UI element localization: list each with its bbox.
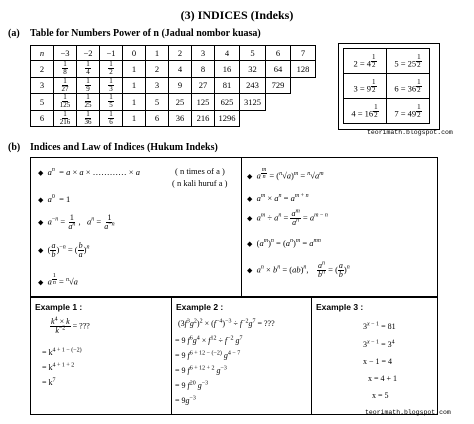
- header-cell: 7: [291, 46, 316, 61]
- law-product: ◆ $a^m \times a^n = a^{m + n}$: [247, 193, 309, 203]
- law-definition-note: ( n times of a ): [175, 166, 225, 176]
- header-cell: −1: [100, 46, 123, 61]
- example-2-title: Example 2 :: [176, 302, 224, 312]
- example-2-step: = 9 $f^6g^4 \times f^{12} \div f^{-2}$ $g^7$: [175, 335, 243, 345]
- table-row: 3 $\frac{1}{27}$ $\frac{1}{9}$ $\frac{1}{3}$ 1 3 9 27 81 243 729: [31, 77, 316, 94]
- power-table: [30, 45, 316, 127]
- header-cell: 0: [123, 46, 146, 61]
- root-cell: 2 = 4 $^{\frac{1}{2}}$: [344, 49, 387, 74]
- section-a-label: (a): [8, 28, 20, 39]
- law-definition-note-malay: ( n kali huruf a ): [172, 178, 228, 188]
- table-row: 6 $\frac{1}{216}$ $\frac{1}{36}$ $\frac{1}{6}$ 1 6 36 216 1296: [31, 110, 316, 127]
- section-b-title: Indices and Law of Indices (Hukum Indeks): [30, 142, 218, 153]
- example-3-title: Example 3 :: [316, 302, 364, 312]
- law-definition: ◆ $a^n = a \times a$ × ………… × a: [38, 167, 140, 177]
- page-title: (3) INDICES (Indeks): [180, 8, 294, 22]
- example-3-equation: $3^{x - 1} = 81$: [363, 321, 396, 331]
- law-quotient: ◆ $a^m \div a^n$ = $\frac{a^m}{a^n}$ = $a^{m - n}$: [247, 208, 328, 227]
- example-3-step: x − 1 = 4: [363, 357, 393, 366]
- law-fraction-negative: ◆ ( $\frac{a}{b}$ )$^{-n}$ = ( $\frac{b}{a}$ )$^n$: [38, 241, 90, 259]
- example-2-question: $(3f^3g^2)^2 \times (f^{-4})^{-3} \div f^{-2}g^7$ = ???: [178, 318, 275, 328]
- header-cell: 6: [266, 46, 291, 61]
- law-negative-power: ◆ $a^{-n}$ = $\frac{1}{a^n}$ , $a^n$ = $\frac{1}{a^{-n}}$: [38, 213, 115, 231]
- example-3-step: $3^{x - 1} = 3^4$: [363, 339, 395, 349]
- root-cell: 6 = 36 $^{\frac{1}{2}}$: [387, 74, 430, 99]
- example-1-question: $\frac{k^4 \times k}{k^{-2}}$ = ???: [51, 316, 90, 335]
- example-3-step: x = 4 + 1: [368, 374, 398, 383]
- law-fractional-power: ◆ a $^{\frac{m}{n}}$ = $(^n√a)^m = ^n√a^m$: [247, 167, 324, 181]
- roots-table: [343, 48, 430, 124]
- example-1-step: = $k^{4 + 1 - (-2)}$: [42, 347, 82, 357]
- law-zero-power: ◆ $a^0 = 1$: [38, 194, 71, 204]
- root-cell: 4 = 16 $^{\frac{1}{2}}$: [344, 99, 387, 124]
- example-1-step: = $k^{4 + 1 + 2}$: [42, 362, 75, 372]
- example-1-title: Example 1 :: [35, 302, 83, 312]
- blog-watermark: teorimath.blogspot.com: [367, 129, 453, 136]
- header-cell: 3: [192, 46, 215, 61]
- header-cell: 5: [240, 46, 266, 61]
- table-row: 2 $\frac{1}{8}$ $\frac{1}{4}$ $\frac{1}{2}$ 1 2 4 8 16 32 64 128: [31, 61, 316, 78]
- example-2-step: = 9 $f^{6 + 12 + 2}$ $g^{-3}$: [175, 365, 227, 375]
- root-cell: 7 = 49 $^{\frac{1}{2}}$: [387, 99, 430, 124]
- header-cell: 2: [169, 46, 192, 61]
- law-product-power: ◆ $a^n \times b^n = (ab)^n$, $\frac{a^n}{b^n}$ = ( $\frac{a}{b}$ )$^n$: [247, 260, 350, 279]
- header-cell: −2: [77, 46, 100, 61]
- header-cell: 1: [146, 46, 169, 61]
- table-row: 5 $\frac{1}{125}$ $\frac{1}{25}$ $\frac{1}{5}$ 1 5 25 125 625 3125: [31, 94, 316, 111]
- example-2-answer: = $9g^{-3}$: [175, 395, 196, 405]
- section-a-title: Table for Numbers Power of n (Jadual nombor kuasa): [30, 28, 261, 39]
- example-3-answer: x = 5: [372, 391, 389, 400]
- law-power-of-power: ◆ $(a^m)^n = (a^n)^m = a^{mn}$: [247, 238, 321, 248]
- header-cell: 4: [215, 46, 240, 61]
- header-cell: −3: [54, 46, 77, 61]
- header-cell: n: [31, 46, 54, 61]
- law-root: ◆ a $^{\frac{1}{n}}$ = $^n$√a: [38, 273, 78, 287]
- example-2-step: = 9 $f^{6 + 12 - (-2)}$ $g^{4 - 7}$: [175, 350, 241, 360]
- root-cell: 3 = 9 $^{\frac{1}{2}}$: [344, 74, 387, 99]
- section-b-label: (b): [8, 142, 21, 153]
- blog-watermark: teorimath.blogspot.com: [365, 409, 451, 416]
- example-2-step: = 9 $f^{20}$ $g^{-3}$: [175, 380, 209, 390]
- root-cell: 5 = 25 $^{\frac{1}{2}}$: [387, 49, 430, 74]
- example-1-answer: = $k^7$: [42, 377, 56, 387]
